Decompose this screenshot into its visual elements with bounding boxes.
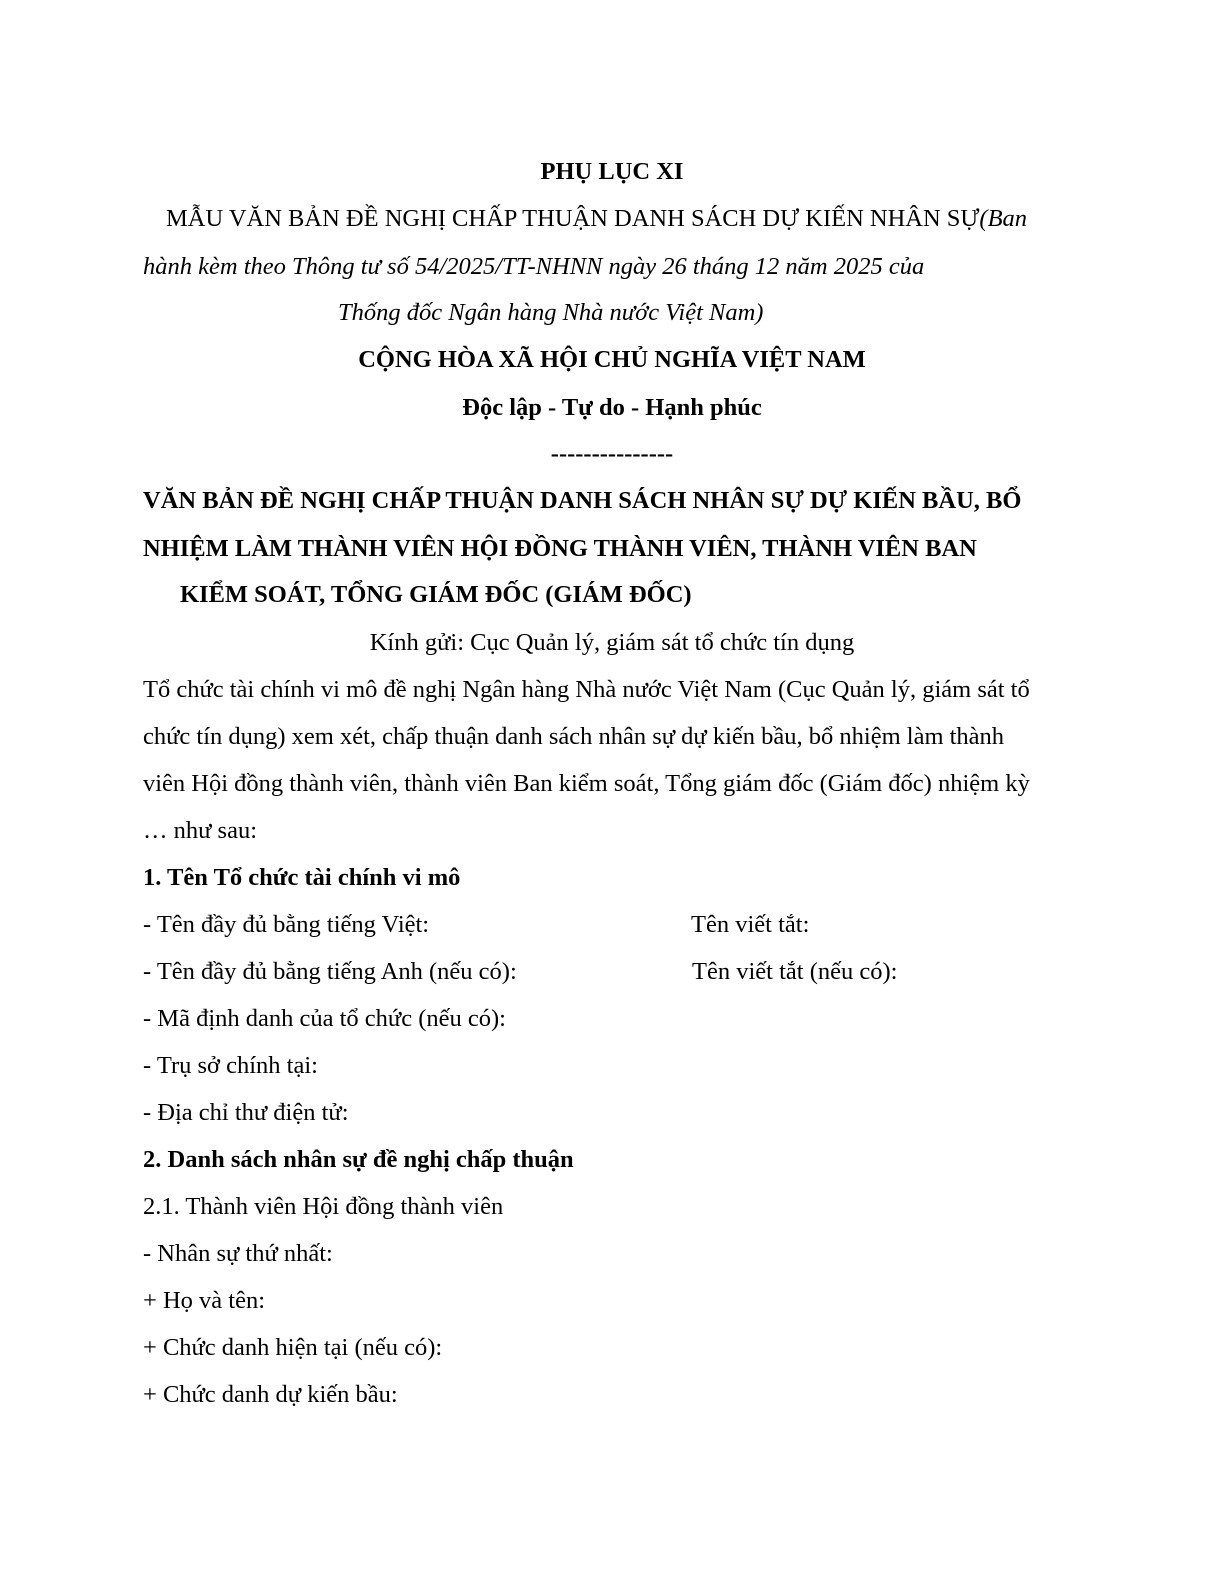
addressee: Kính gửi: Cục Quản lý, giám sát tổ chức tín dụng xyxy=(369,629,855,656)
intro-line2: chức tín dụng) xem xét, chấp thuận danh sách nhân sự dự kiến bầu, bổ nhiệm làm thành xyxy=(143,723,1005,750)
full-name-en-label: - Tên đầy đủ bằng tiếng Anh (nếu có): xyxy=(143,958,517,985)
abbr-label: Tên viết tắt: xyxy=(691,911,810,938)
issued-note-line3: Thống đốc Ngân hàng Nhà nước Việt Nam) xyxy=(338,299,764,326)
document-title-line2: NHIỆM LÀM THÀNH VIÊN HỘI ĐỒNG THÀNH VIÊN, THÀNH VIÊN BAN xyxy=(143,535,977,562)
intro-line4: … như sau: xyxy=(143,817,257,844)
section1-heading: 1. Tên Tổ chức tài chính vi mô xyxy=(143,864,461,891)
document-title-line1: VĂN BẢN ĐỀ NGHỊ CHẤP THUẬN DANH SÁCH NHÂN SỰ DỰ KIẾN BẦU, BỔ xyxy=(143,487,1022,514)
first-person-label: - Nhân sự thứ nhất: xyxy=(143,1240,333,1267)
expected-title-label: + Chức danh dự kiến bầu: xyxy=(143,1381,398,1408)
head-office-label: - Trụ sở chính tại: xyxy=(143,1052,318,1079)
appendix-title: PHỤ LỤC XI xyxy=(540,158,684,185)
issued-note-start: (Ban xyxy=(979,205,1028,232)
document-title-line3: KIỂM SOÁT, TỔNG GIÁM ĐỐC (GIÁM ĐỐC) xyxy=(180,581,692,608)
national-motto: Độc lập - Tự do - Hạnh phúc xyxy=(462,394,762,421)
full-name-label: + Họ và tên: xyxy=(143,1287,265,1314)
national-title: CỘNG HÒA XÃ HỘI CHỦ NGHĨA VIỆT NAM xyxy=(358,346,866,373)
abbr-optional-label: Tên viết tắt (nếu có): xyxy=(692,958,898,985)
section2-subheading: 2.1. Thành viên Hội đồng thành viên xyxy=(143,1193,504,1220)
issued-note-line2: hành kèm theo Thông tư số 54/2025/TT-NHNN ngày 26 tháng 12 năm 2025 của xyxy=(143,253,925,280)
form-title-line1 xyxy=(166,207,1027,232)
email-label: - Địa chỉ thư điện tử: xyxy=(143,1099,349,1126)
org-id-label: - Mã định danh của tổ chức (nếu có): xyxy=(143,1005,506,1032)
current-title-label: + Chức danh hiện tại (nếu có): xyxy=(143,1334,443,1361)
form-title: MẪU VĂN BẢN ĐỀ NGHỊ CHẤP THUẬN DANH SÁCH DỰ KIẾN NHÂN SỰ xyxy=(166,205,980,232)
intro-line1: Tổ chức tài chính vi mô đề nghị Ngân hàng Nhà nước Việt Nam (Cục Quản lý, giám sát tổ xyxy=(143,676,1030,703)
section2-heading: 2. Danh sách nhân sự đề nghị chấp thuận xyxy=(143,1146,574,1173)
intro-line3: viên Hội đồng thành viên, thành viên Ban kiểm soát, Tổng giám đốc (Giám đốc) nhiệm kỳ xyxy=(143,770,1030,797)
motto-separator: --------------- xyxy=(550,440,674,467)
full-name-vi-label: - Tên đầy đủ bằng tiếng Việt: xyxy=(143,911,430,938)
